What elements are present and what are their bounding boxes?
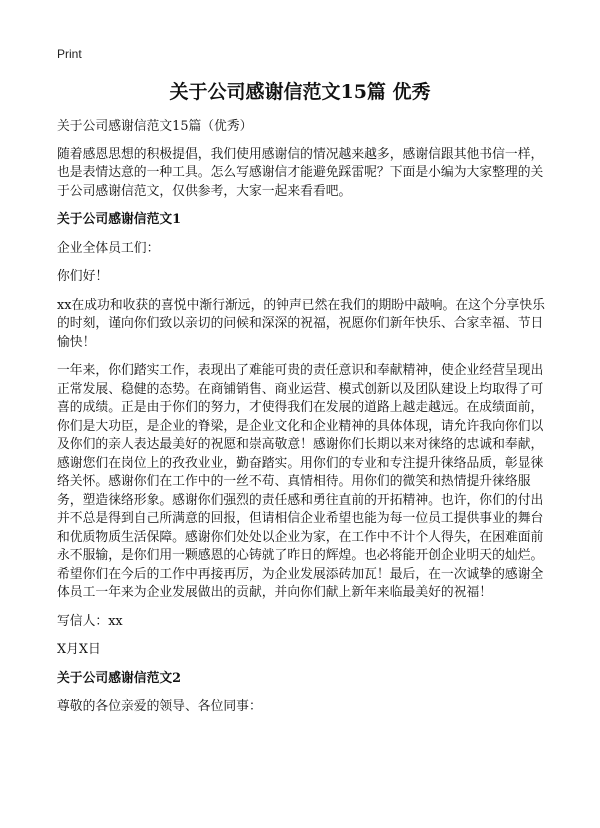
section-1-date: X月X日	[57, 642, 101, 657]
document-title: 关于公司感谢信范文15篇 优秀	[169, 81, 431, 103]
print-link[interactable]: Print	[57, 47, 82, 61]
section-1-salutation: 企业全体员工们：	[57, 240, 160, 256]
section-1-greeting: 你们好！	[57, 269, 109, 284]
section-2-salutation: 尊敬的各位亲爱的领导、各位同事：	[57, 699, 262, 714]
document-subtitle: 关于公司感谢信范文15篇（优秀）	[57, 119, 253, 134]
intro-paragraph: 随着感恩思想的积极提倡，我们使用感谢信的情况越来越多，感谢信跟其他书信一样，也是表情达意的一种工具。怎么写感谢信才能避免踩雷呢？下面是小编为大家整理的关于公司感谢信范文，仅供参考，大家一起来看看吧。	[57, 146, 544, 199]
section-1-writer: 写信人：xx	[57, 613, 123, 629]
section-2-heading: 关于公司感谢信范文2	[57, 670, 182, 686]
section-1-heading: 关于公司感谢信范文1	[57, 212, 182, 227]
section-1-paragraph-2: 一年来，你们踏实工作，表现出了难能可贵的责任意识和奉献精神，使企业经营呈现出正常发展、稳健的态势。在商铺销售、商业运营、模式创新以及团队建设上均取得了可喜的成绩。正是由于你们的努力，才使得我们在发展的道路上越走越远。在成绩面前，你们是大功臣，是企业的脊梁，是企业文化和企业精神的具体体现，请允许我向你们以及你们的亲人表达最美好的祝愿和崇高敬意！感谢你们长期以来对徕络的忠诚和奉献，感谢您们在岗位上的孜孜业业，勤奋踏实。用你们的专业和专注提升徕络品质，彰显徕络关怀。感谢你们在工作中的一丝不苟、真情相待。用你们的微笑和热情提升徕络服务，塑造徕络形象。感谢你们强烈的责任感和勇往直前的开拓精神。也许，你们的付出并不总是得到自己所满意的回报，但请相信企业希望也能为每一位员工提供事业的舞台和优质物质生活保障。感谢你们处处以企业为家，在工作中不计个人得失，在困难面前永不服输，是你们用一颗感恩的心铸就了昨日的辉煌。也必将能开创企业明天的灿烂。希望你们在今后的工作中再接再厉，为企业发展添砖加瓦！最后，在一次诚挚的感谢全体员工一年来为企业发展做出的贡献，并向你们献上新年来临最美好的祝福！	[57, 363, 544, 600]
section-1-paragraph-1: xx在成功和收获的喜悦中渐行渐远，的钟声已然在我们的期盼中敲响。在这个分享快乐的时刻，谨向你们致以亲切的问候和深深的祝福，祝愿你们新年快乐、合家幸福、节日愉快！	[57, 297, 545, 350]
document-content	[57, 118, 550, 727]
